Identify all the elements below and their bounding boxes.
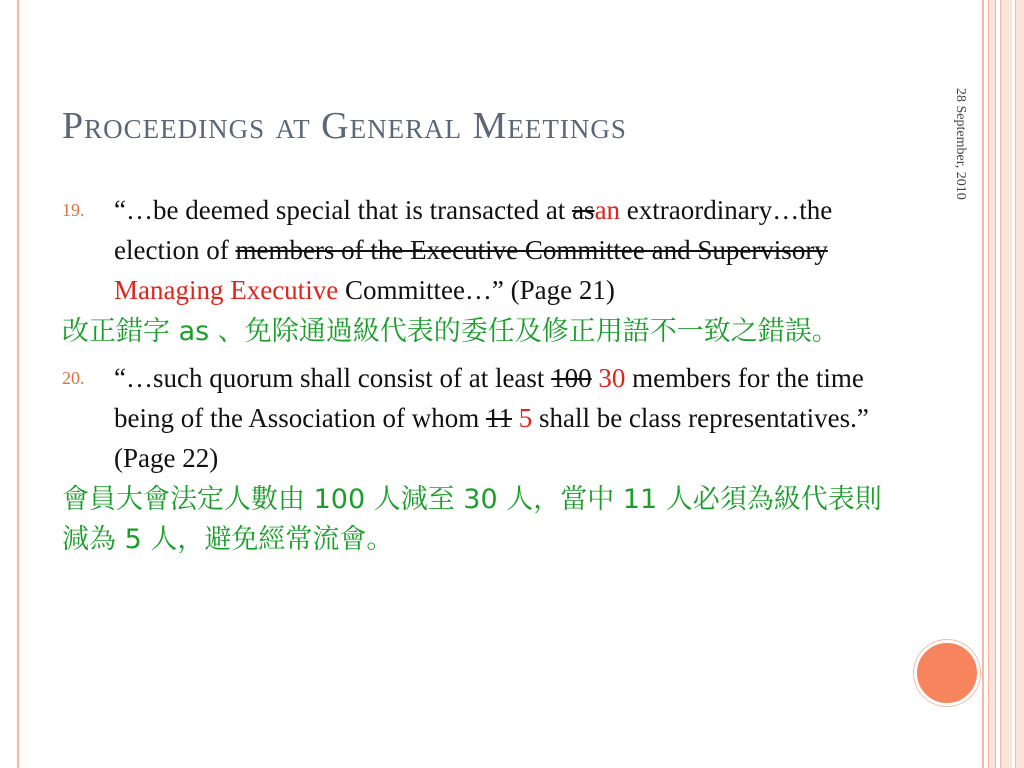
inserted-text: Managing Executive — [114, 275, 339, 305]
text-segment: shall be class representatives.” (Page 22) — [114, 403, 869, 473]
item-text — [114, 195, 832, 305]
inserted-text: 5 — [518, 403, 533, 433]
decorative-circle — [914, 640, 980, 706]
item-number: 19. — [62, 200, 85, 220]
text-segment — [512, 403, 519, 433]
inserted-text: an — [594, 195, 621, 225]
chinese-note: 改正錯字 as 、免除通過級代表的委任及修正用語不一致之錯誤。 — [62, 316, 839, 347]
list-item-19 — [62, 190, 882, 310]
text-segment: “…be deemed special that is transacted at — [114, 195, 573, 225]
right-stripe-4 — [1015, 0, 1024, 768]
deleted-text: 100 — [551, 363, 592, 393]
slide-content — [62, 190, 882, 566]
text-segment: extraordinary…the election of — [114, 195, 833, 265]
right-stripe-3 — [1000, 0, 1012, 768]
slide-title: Proceedings at General Meetings — [62, 105, 627, 147]
text-segment: Committee…” (Page 21) — [338, 275, 615, 305]
deleted-text: as — [572, 195, 595, 225]
item-text — [114, 363, 869, 473]
right-stripe-1 — [982, 0, 984, 768]
text-segment: members for the time being of the Association of whom — [114, 363, 864, 433]
item-number: 20. — [62, 368, 85, 388]
left-frame-line — [17, 0, 19, 768]
chinese-note: 會員大會法定人數由 100 人減至 30 人，當中 11 人必須為級代表則減為 5 人，避免經常流會。 — [62, 484, 882, 555]
text-segment: “…such quorum shall consist of at least — [114, 363, 552, 393]
slide-date: 28 September, 2010 — [953, 88, 968, 200]
deleted-text: members of the Executive Committee and Supervisory — [235, 235, 828, 265]
list-item-20 — [62, 358, 882, 478]
inserted-text: 30 — [598, 363, 626, 393]
deleted-text: 11 — [485, 403, 512, 433]
right-stripe-2 — [988, 0, 996, 768]
